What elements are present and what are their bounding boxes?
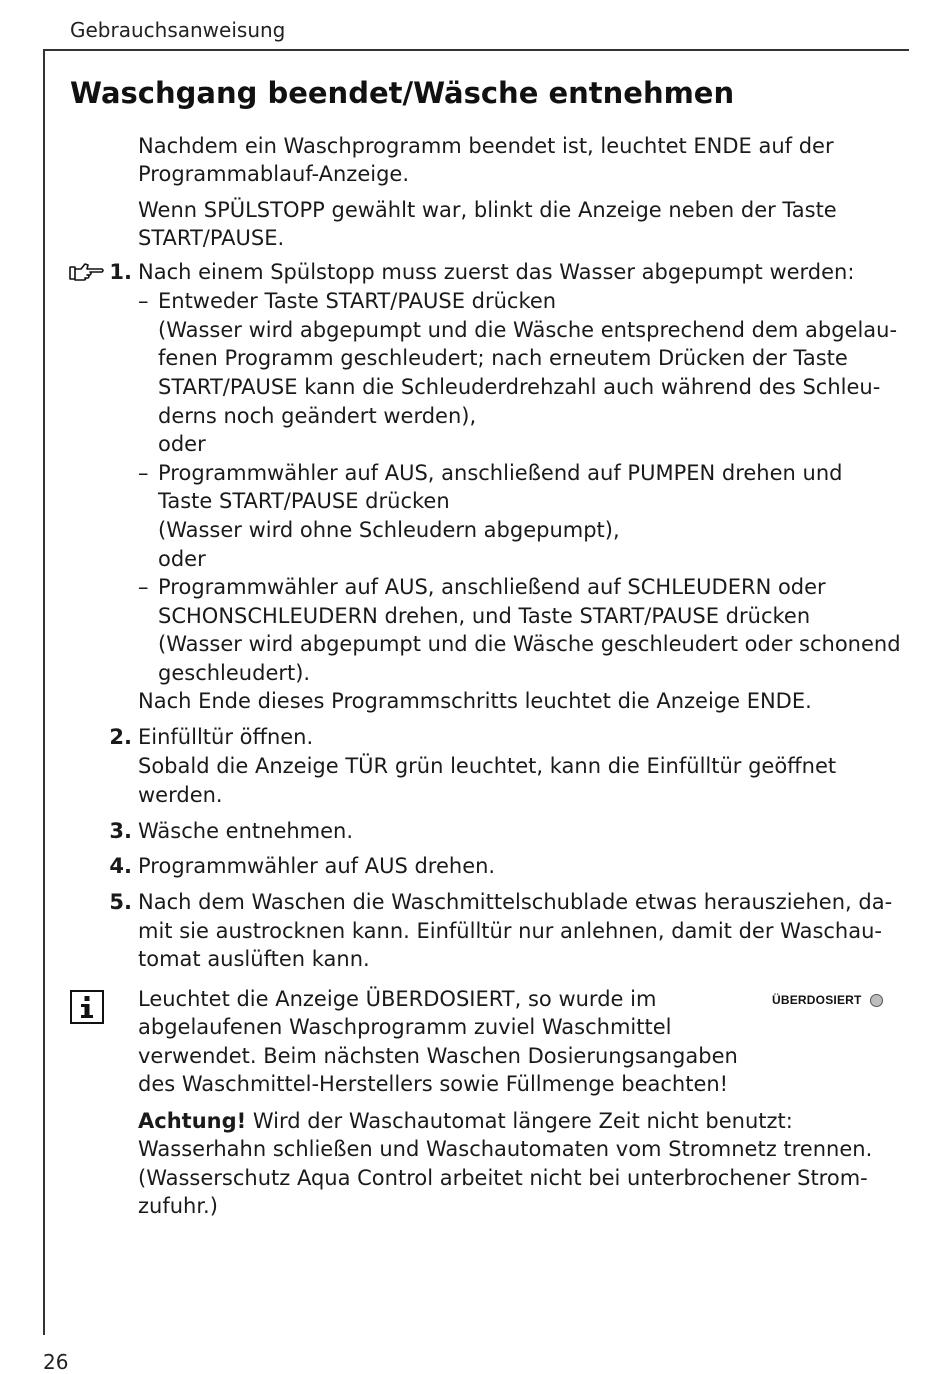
intro-line: Programmablauf-Anzeige. [138, 162, 410, 186]
step-text: Nach einem Spülstopp muss zuerst das Wasser abgepumpt werden: [138, 260, 855, 284]
dash-bullet: – [138, 461, 149, 485]
info-line: Leuchtet die Anzeige ÜBERDOSIERT, so wurde im [138, 987, 657, 1011]
option-line: (Wasser wird ohne Schleudern abgepumpt), [158, 518, 620, 542]
page-number: 26 [43, 1350, 69, 1374]
step-number: 5. [109, 890, 132, 914]
step-text: Wäsche entnehmen. [138, 819, 354, 843]
step-text: Nach dem Waschen die Waschmittelschublade etwas herausziehen, da- [138, 890, 893, 914]
step-text: Nach Ende dieses Programmschritts leuchtet die Anzeige ENDE. [138, 689, 812, 713]
option-line: oder [158, 432, 206, 456]
header-label: Gebrauchsanweisung [70, 18, 286, 42]
step-number: 3. [109, 819, 132, 843]
option-line: START/PAUSE kann die Schleuderdrehzahl auch während des Schleu- [158, 375, 881, 399]
warning-line: (Wasserschutz Aqua Control arbeitet nicht bei unterbrochener Strom- [138, 1166, 868, 1190]
warning-line: Wasserhahn schließen und Waschautomaten vom Stromnetz trennen. [138, 1137, 873, 1161]
option-line: derns noch geändert werden), [158, 404, 477, 428]
step-text: Programmwähler auf AUS drehen. [138, 854, 496, 878]
indicator-lamp [870, 994, 883, 1007]
step-text: werden. [138, 783, 223, 807]
page-title: Waschgang beendet/Wäsche entnehmen [70, 76, 735, 110]
intro-line: Nachdem ein Waschprogramm beendet ist, leuchtet ENDE auf der [138, 134, 834, 158]
intro-line: START/PAUSE. [138, 226, 285, 250]
pointing-hand-icon [68, 261, 106, 283]
step-text: Einfülltür öffnen. [138, 725, 314, 749]
info-icon [70, 990, 104, 1024]
dash-bullet: – [138, 289, 149, 313]
step-text: Sobald die Anzeige TÜR grün leuchtet, kann die Einfülltür geöffnet [138, 754, 837, 778]
intro-line: Wenn SPÜLSTOPP gewählt war, blinkt die Anzeige neben der Taste [138, 198, 837, 222]
info-line: des Waschmittel-Herstellers sowie Füllmenge beachten! [138, 1072, 729, 1096]
indicator-label: ÜBERDOSIERT [772, 993, 862, 1007]
warning-text: Wird der Waschautomat längere Zeit nicht benutzt: [246, 1109, 793, 1133]
step-number: 4. [109, 854, 132, 878]
header-rule [43, 49, 909, 51]
warning-label: Achtung! [138, 1109, 247, 1133]
step-number: 1. [109, 260, 132, 284]
warning-line: zufuhr.) [138, 1194, 218, 1218]
step-text: tomat auslüften kann. [138, 947, 370, 971]
option-line: Taste START/PAUSE drücken [158, 489, 450, 513]
option-line: Entweder Taste START/PAUSE drücken [158, 289, 557, 313]
option-line: fenen Programm geschleudert; nach erneutem Drücken der Taste [158, 346, 848, 370]
dash-bullet: – [138, 575, 149, 599]
warning-line [138, 1107, 793, 1135]
option-line: SCHONSCHLEUDERN drehen, und Taste START/PAUSE drücken [158, 604, 811, 628]
option-line: Programmwähler auf AUS, anschließend auf SCHLEUDERN oder [158, 575, 826, 599]
option-line: geschleudert). [158, 661, 311, 685]
margin-rule [43, 49, 45, 1335]
step-number: 2. [109, 725, 132, 749]
overdose-indicator [772, 990, 883, 1010]
info-line: abgelaufenen Waschprogramm zuviel Waschmittel [138, 1015, 672, 1039]
option-line: oder [158, 547, 206, 571]
step-text: mit sie austrocknen kann. Einfülltür nur anlehnen, damit der Waschau- [138, 919, 882, 943]
option-line: Programmwähler auf AUS, anschließend auf PUMPEN drehen und [158, 461, 843, 485]
info-line: verwendet. Beim nächsten Waschen Dosierungsangaben [138, 1044, 738, 1068]
option-line: (Wasser wird abgepumpt und die Wäsche geschleudert oder schonend [158, 632, 901, 656]
option-line: (Wasser wird abgepumpt und die Wäsche entsprechend dem abgelau- [158, 318, 898, 342]
